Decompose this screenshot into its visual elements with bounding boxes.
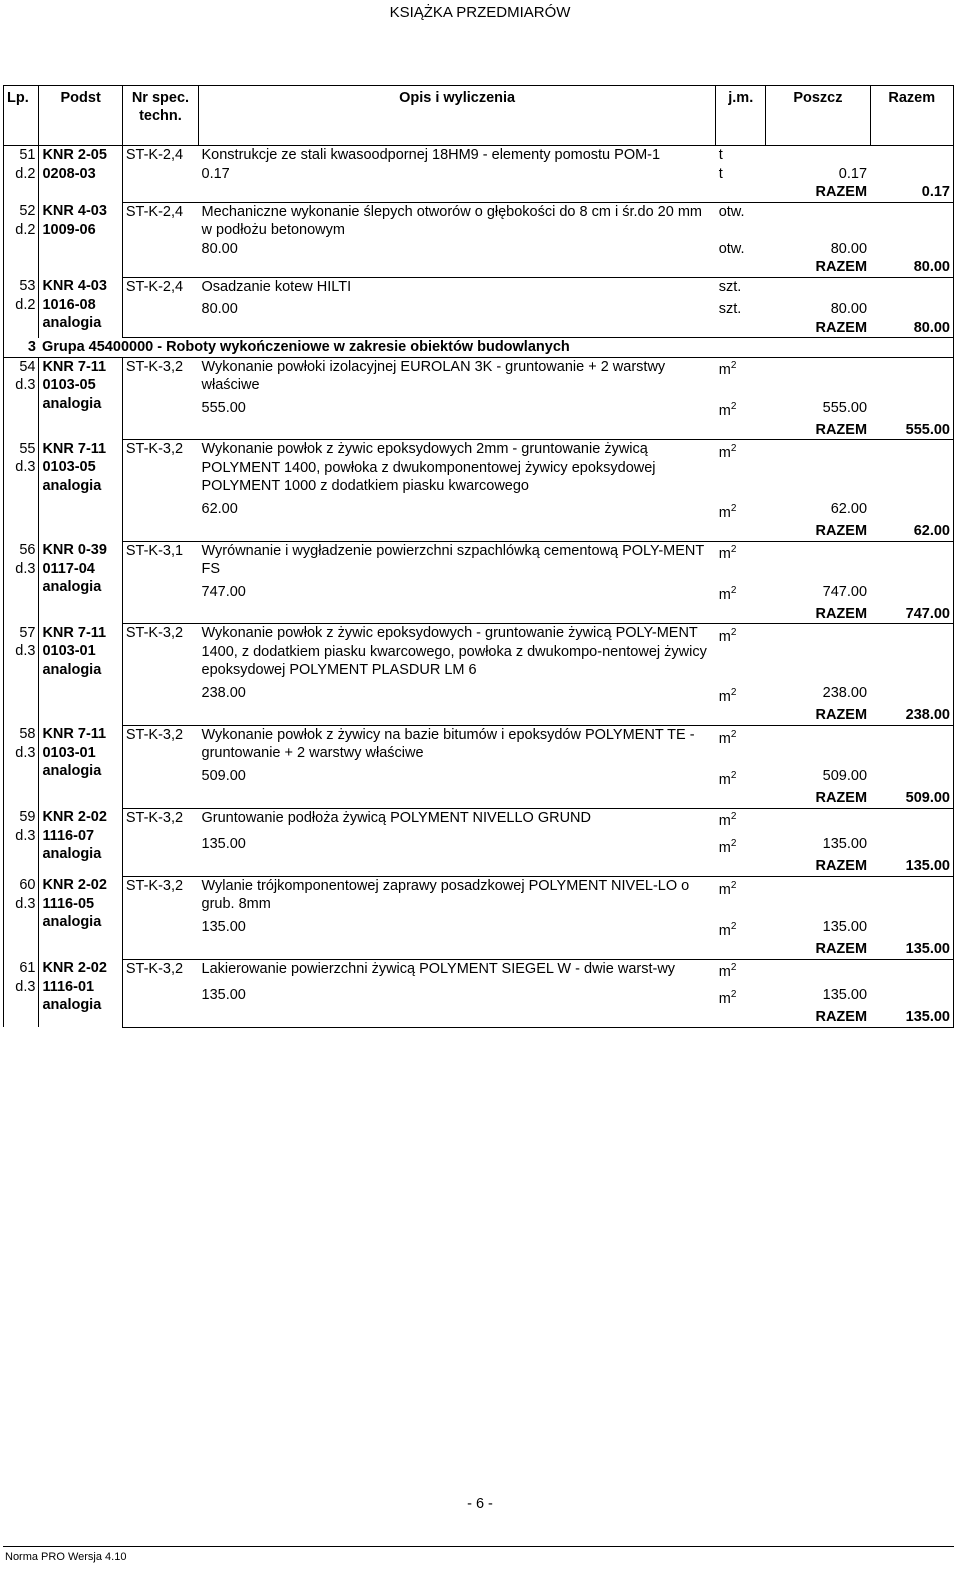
podst-cell: [39, 146, 122, 203]
item-jm: [716, 277, 766, 296]
empty-cell: [122, 522, 198, 541]
empty-cell: [870, 296, 953, 319]
empty-cell: [766, 876, 870, 914]
item-opis: Mechaniczne wykonanie ślepych otworów o głębokości do 8 cm i śr.do 20 mm w podłożu betonowym: [201, 203, 702, 238]
empty-cell: [122, 319, 198, 338]
empty-cell: [122, 857, 198, 876]
empty-cell: [766, 725, 870, 763]
empty-cell: [766, 959, 870, 982]
podst-cell: [39, 541, 122, 624]
col-header-jm: j.m.: [716, 86, 766, 146]
item-calc-jm: [716, 982, 766, 1008]
item-calc: 80.00: [201, 240, 238, 257]
empty-cell: [870, 240, 953, 259]
razem-label: RAZEM: [766, 940, 870, 959]
item-opis: Wykonanie powłok z żywicy na bazie bitumów i epoksydów POLYMENT TE - gruntowanie + 2 warstwy właściwe: [201, 726, 695, 762]
footer-version: Norma PRO Wersja 4.10: [5, 1551, 127, 1563]
empty-cell: [766, 202, 870, 240]
item-jm: [716, 808, 766, 831]
empty-cell: [122, 940, 198, 959]
item-nr: ST-K-3,2: [125, 726, 184, 743]
unit-text: otw.: [718, 203, 745, 220]
podst-line2: 1116-05: [42, 895, 95, 912]
lp-cell: [4, 146, 39, 203]
empty-cell: [199, 605, 766, 624]
unit-m2: $m^2$: [718, 962, 737, 981]
podst-cell: [39, 876, 122, 959]
table-row: [4, 541, 954, 579]
empty-cell: [766, 624, 870, 680]
col-header-poszcz: Poszcz: [766, 86, 870, 146]
podst-line1: KNR 4-03: [42, 203, 107, 219]
empty-cell: [199, 706, 766, 725]
item-poszcz: 238.00: [822, 684, 868, 701]
unit-m2: $m^2$: [718, 728, 737, 747]
unit-m2: $m^2$: [718, 585, 737, 604]
item-lp: 51: [19, 147, 36, 163]
empty-cell: [199, 319, 766, 338]
empty-cell: [870, 982, 953, 1008]
item-calc-jm: [716, 296, 766, 319]
razem-row: [4, 421, 954, 440]
podst-line1: KNR 0-39: [42, 542, 107, 559]
empty-cell: [870, 959, 953, 982]
podst-cell: [39, 202, 122, 277]
podst-line1: KNR 2-02: [42, 809, 107, 826]
item-opis: Gruntowanie podłoża żywicą POLYMENT NIVELLO GRUND: [201, 809, 591, 826]
item-nr: ST-K-2,4: [125, 203, 184, 220]
empty-cell: [766, 357, 870, 395]
item-calc-jm: [716, 496, 766, 522]
razem-label: RAZEM: [766, 789, 870, 808]
podst-line2: 0117-04: [42, 560, 95, 577]
razem-label: RAZEM: [766, 522, 870, 541]
item-poszcz: 509.00: [822, 767, 868, 784]
podst-line3: analogia: [42, 579, 102, 596]
item-calc: 509.00: [201, 767, 246, 784]
lp-cell: [4, 541, 39, 624]
podst-line1: KNR 7-11: [42, 624, 107, 641]
item-nr: ST-K-3,2: [125, 441, 184, 458]
group-row: [4, 338, 954, 358]
empty-cell: [870, 395, 953, 421]
table-row: [4, 277, 954, 296]
razem-row: [4, 258, 954, 277]
empty-cell: [766, 146, 870, 165]
item-razem: 80.00: [870, 319, 953, 338]
page-number: - 6 -: [467, 1496, 493, 1512]
item-opis: Wykonanie powłok z żywic epoksydowych - gruntowanie żywicą POLY-MENT 1400, z dodatkiem piasku kwarcowego, powłoka z dwukompo-nentowej żywicy epoksydowej POLYMENT PLASDUR LM 6: [201, 625, 707, 679]
empty-cell: [870, 146, 953, 165]
razem-label: RAZEM: [766, 319, 870, 338]
item-d: d.3: [15, 643, 36, 660]
razem-label: RAZEM: [766, 421, 870, 440]
document-title: KSIĄŻKA PRZEDMIARÓW: [389, 4, 571, 21]
empty-cell: [870, 202, 953, 240]
lp-cell: [4, 725, 39, 808]
item-lp: 56: [19, 542, 36, 559]
unit-m2: $m^2$: [718, 769, 737, 788]
empty-cell: [122, 605, 198, 624]
empty-cell: [870, 496, 953, 522]
razem-row: [4, 940, 954, 959]
empty-cell: [122, 258, 198, 277]
table-row: [4, 357, 954, 395]
podst-line1: KNR 2-02: [42, 877, 107, 894]
unit-text: szt.: [718, 278, 742, 295]
table-row: [4, 959, 954, 982]
item-lp: 60: [19, 877, 36, 894]
podst-line3: analogia: [42, 661, 102, 678]
item-nr: ST-K-3,1: [125, 542, 184, 559]
footer-divider: [3, 1546, 954, 1547]
item-lp: 58: [19, 726, 36, 743]
unit-m2: $m^2$: [718, 837, 737, 856]
razem-row: [4, 605, 954, 624]
item-nr: ST-K-2,4: [125, 147, 184, 163]
lp-cell: [4, 440, 39, 541]
podst-line1: KNR 2-05: [42, 147, 107, 163]
razem-row: [4, 522, 954, 541]
podst-line3: analogia: [42, 315, 102, 331]
item-poszcz: 62.00: [830, 500, 868, 517]
podst-line3: analogia: [42, 477, 102, 494]
unit-m2: $m^2$: [718, 879, 737, 898]
empty-cell: [870, 725, 953, 763]
empty-cell: [199, 940, 766, 959]
item-nr: ST-K-3,2: [125, 809, 184, 826]
empty-cell: [870, 763, 953, 789]
podst-line3: analogia: [42, 395, 102, 412]
podst-line2: 0103-01: [42, 744, 96, 761]
item-d: d.3: [15, 560, 36, 577]
item-opis: Osadzanie kotew HILTI: [201, 278, 352, 295]
empty-cell: [199, 421, 766, 440]
unit-m2: $m^2$: [718, 360, 737, 379]
lp-cell: [4, 876, 39, 959]
lp-cell: [4, 202, 39, 277]
item-jm: [716, 357, 766, 395]
item-opis: Konstrukcje ze stali kwasoodpornej 18HM9 - elementy pomostu POM-1: [201, 147, 661, 163]
empty-cell: [122, 789, 198, 808]
podst-cell: [39, 624, 122, 725]
item-jm: [716, 876, 766, 914]
empty-cell: [122, 183, 198, 202]
podst-cell: [39, 725, 122, 808]
empty-cell: [870, 876, 953, 914]
group-title: Grupa 45400000 - Roboty wykończeniowe w zakresie obiektów budowlanych: [39, 338, 954, 358]
table-row: [4, 725, 954, 763]
item-opis: Wyrównanie i wygładzenie powierzchni szpachlówką cementową POLY-MENT FS: [201, 542, 704, 578]
item-poszcz: 0.17: [838, 165, 868, 182]
lp-cell: [4, 808, 39, 876]
item-calc-jm: [716, 165, 766, 184]
item-razem: 238.00: [870, 706, 953, 725]
empty-cell: [870, 624, 953, 680]
unit-text: otw.: [718, 240, 745, 257]
item-d: d.2: [15, 296, 36, 313]
unit-m2: $m^2$: [718, 686, 737, 705]
table-row: [4, 146, 954, 165]
razem-label: RAZEM: [766, 1008, 870, 1027]
item-calc: 0.17: [201, 165, 230, 182]
item-poszcz: 135.00: [822, 918, 868, 935]
unit-m2: $m^2$: [718, 401, 737, 420]
item-opis: Wykonanie powłok z żywic epoksydowych 2mm - gruntowanie żywicą POLYMENT 1400, powłoka z dwukomponentowej żywicy epoksydowej POLYMENT 1000 z dodatkiem piasku kwarcowego: [201, 441, 656, 495]
podst-cell: [39, 440, 122, 541]
empty-cell: [122, 421, 198, 440]
podst-cell: [39, 277, 122, 338]
empty-cell: [199, 789, 766, 808]
empty-cell: [870, 440, 953, 496]
podst-line3: analogia: [42, 997, 102, 1014]
item-razem: 80.00: [870, 258, 953, 277]
item-jm: [716, 202, 766, 240]
item-razem: 509.00: [870, 789, 953, 808]
item-razem: 747.00: [870, 605, 953, 624]
item-lp: 53: [19, 278, 36, 294]
table-row: [4, 624, 954, 680]
item-razem: 0.17: [870, 183, 953, 202]
item-d: d.2: [15, 165, 36, 182]
item-calc: 747.00: [201, 583, 246, 600]
item-lp: 52: [19, 203, 36, 219]
podst-line2: 1116-01: [42, 978, 95, 995]
item-nr: ST-K-3,2: [125, 625, 184, 642]
podst-line2: 1009-06: [42, 221, 96, 238]
item-poszcz: 555.00: [822, 399, 868, 416]
item-poszcz: 135.00: [822, 835, 868, 852]
empty-cell: [870, 579, 953, 605]
empty-cell: [870, 277, 953, 296]
item-jm: [716, 725, 766, 763]
podst-line2: 0103-05: [42, 459, 96, 476]
unit-m2: $m^2$: [718, 502, 737, 521]
lp-cell: [4, 959, 39, 1027]
empty-cell: [199, 522, 766, 541]
unit-text: szt.: [718, 301, 742, 317]
empty-cell: [870, 831, 953, 857]
razem-row: [4, 319, 954, 338]
podst-line1: KNR 7-11: [42, 726, 107, 743]
podst-line3: analogia: [42, 763, 102, 780]
item-calc-jm: [716, 914, 766, 940]
unit-text: t: [718, 147, 723, 163]
item-lp: 57: [19, 624, 36, 641]
podst-cell: [39, 808, 122, 876]
podst-line2: 0103-01: [42, 643, 96, 660]
razem-row: [4, 183, 954, 202]
razem-row: [4, 857, 954, 876]
empty-cell: [870, 680, 953, 706]
item-lp: 54: [19, 358, 36, 375]
item-calc: 135.00: [201, 918, 246, 935]
item-d: d.3: [15, 978, 36, 995]
item-jm: [716, 440, 766, 496]
podst-line1: KNR 2-02: [42, 960, 107, 977]
podst-line3: analogia: [42, 914, 102, 931]
lp-cell: [4, 357, 39, 440]
item-calc: 80.00: [201, 301, 238, 317]
table-row: [4, 808, 954, 831]
table-row: [4, 440, 954, 496]
razem-label: RAZEM: [766, 857, 870, 876]
item-d: d.3: [15, 895, 36, 912]
item-razem: 135.00: [870, 857, 953, 876]
empty-cell: [122, 706, 198, 725]
item-calc-jm: [716, 831, 766, 857]
item-razem: 555.00: [870, 421, 953, 440]
podst-line2: 0103-05: [42, 377, 96, 393]
item-d: d.3: [15, 744, 36, 761]
item-poszcz: 80.00: [830, 240, 868, 257]
unit-m2: $m^2$: [718, 811, 737, 830]
item-poszcz: 80.00: [830, 301, 868, 317]
razem-row: [4, 789, 954, 808]
podst-cell: [39, 959, 122, 1027]
podst-line1: KNR 4-03: [42, 278, 107, 294]
item-razem: 135.00: [870, 940, 953, 959]
item-nr: ST-K-3,2: [125, 960, 184, 977]
item-calc-jm: [716, 680, 766, 706]
item-poszcz: 747.00: [822, 583, 868, 600]
empty-cell: [199, 857, 766, 876]
empty-cell: [766, 808, 870, 831]
item-d: d.2: [15, 221, 36, 238]
empty-cell: [870, 808, 953, 831]
empty-cell: [122, 1008, 198, 1027]
estimate-table: [3, 85, 954, 1028]
podst-line1: KNR 7-11: [42, 358, 107, 375]
lp-cell: [4, 624, 39, 725]
item-opis: Wylanie trójkomponentowej zaprawy posadzkowej POLYMENT NIVEL-LO o grub. 8mm: [201, 877, 690, 913]
item-jm: [716, 624, 766, 680]
empty-cell: [199, 183, 766, 202]
empty-cell: [766, 277, 870, 296]
item-jm: [716, 541, 766, 579]
item-razem: 135.00: [870, 1008, 953, 1027]
item-calc-jm: [716, 763, 766, 789]
table-body: [4, 146, 954, 1028]
col-header-opis: Opis i wyliczenia: [199, 86, 716, 146]
podst-line1: KNR 7-11: [42, 440, 107, 457]
empty-cell: [199, 1008, 766, 1027]
podst-cell: [39, 357, 122, 440]
item-lp: 55: [19, 440, 36, 457]
item-jm: [716, 959, 766, 982]
item-d: d.3: [15, 459, 36, 476]
item-lp: 59: [19, 809, 36, 826]
table-row: [4, 876, 954, 914]
item-d: d.3: [15, 377, 36, 393]
empty-cell: [870, 541, 953, 579]
col-header-nr: Nr spec. techn.: [122, 86, 198, 146]
item-calc: 238.00: [201, 684, 246, 701]
razem-row: [4, 706, 954, 725]
razem-label: RAZEM: [766, 605, 870, 624]
podst-line3: analogia: [42, 846, 102, 863]
item-poszcz: 135.00: [822, 986, 868, 1003]
table-row: [4, 202, 954, 240]
item-calc: 62.00: [201, 500, 238, 517]
podst-line2: 1016-08: [42, 296, 96, 313]
razem-label: RAZEM: [766, 258, 870, 277]
unit-m2: $m^2$: [718, 988, 737, 1007]
unit-text: t: [718, 165, 723, 182]
unit-m2: $m^2$: [718, 920, 737, 939]
item-nr: ST-K-3,2: [125, 877, 184, 894]
col-header-podst: Podst: [39, 86, 122, 146]
item-lp: 61: [19, 960, 36, 977]
col-header-razem: Razem: [870, 86, 953, 146]
group-number: 3: [4, 338, 39, 358]
item-calc-jm: [716, 579, 766, 605]
item-calc: 135.00: [201, 835, 246, 852]
podst-line2: 0208-03: [42, 165, 96, 182]
unit-m2: $m^2$: [718, 627, 737, 646]
razem-row: [4, 1008, 954, 1027]
item-calc: 135.00: [201, 986, 246, 1003]
razem-label: RAZEM: [766, 706, 870, 725]
empty-cell: [199, 258, 766, 277]
empty-cell: [766, 440, 870, 496]
item-nr: ST-K-3,2: [125, 358, 184, 375]
item-jm: [716, 146, 766, 165]
item-opis: Lakierowanie powierzchni żywicą POLYMENT SIEGEL W - dwie warst-wy: [201, 960, 676, 977]
item-d: d.3: [15, 827, 36, 844]
empty-cell: [870, 165, 953, 184]
razem-label: RAZEM: [766, 183, 870, 202]
empty-cell: [870, 357, 953, 395]
unit-m2: $m^2$: [718, 443, 737, 462]
item-calc-jm: [716, 395, 766, 421]
unit-m2: $m^2$: [718, 544, 737, 563]
lp-cell: [4, 277, 39, 338]
item-opis: Wykonanie powłoki izolacyjnej EUROLAN 3K - gruntowanie + 2 warstwy właściwe: [201, 358, 666, 393]
item-razem: 62.00: [870, 522, 953, 541]
col-header-lp: Lp.: [4, 86, 39, 146]
table-header-row: [4, 86, 954, 146]
item-calc-jm: [716, 240, 766, 259]
item-calc: 555.00: [201, 399, 246, 416]
podst-line2: 1116-07: [42, 827, 95, 844]
empty-cell: [766, 541, 870, 579]
item-nr: ST-K-2,4: [125, 278, 184, 295]
empty-cell: [870, 914, 953, 940]
